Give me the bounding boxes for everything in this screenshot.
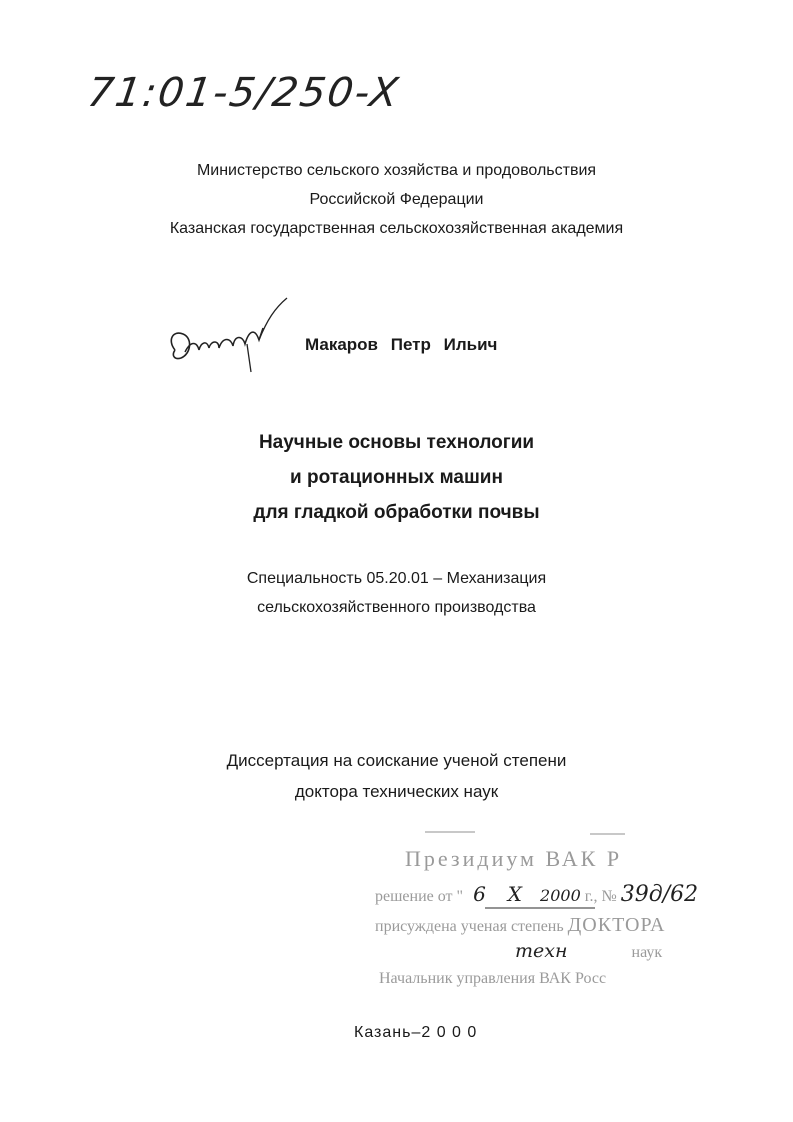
stamp-number-label: г., № <box>584 888 617 905</box>
vak-stamp <box>365 820 745 1000</box>
title-line-3: для гладкой обработки почвы <box>253 502 540 523</box>
dissertation-title <box>0 425 793 530</box>
stamp-month: X <box>507 882 523 906</box>
author-name: Макаров Петр Ильич <box>305 335 498 354</box>
degree-line-1: Диссертация на соискание ученой степени <box>226 751 567 770</box>
ministry-line: Министерство сельского хозяйства и продовольствия <box>196 162 597 179</box>
stamp-day: 6 <box>473 882 486 906</box>
author-signature <box>163 290 288 380</box>
stamp-decision-number: 39д/62 <box>620 882 699 907</box>
degree-block <box>0 745 793 807</box>
stamp-line-4 <box>515 940 662 962</box>
degree-line-2: доктора технических наук <box>294 782 499 801</box>
handwritten-archive-code: 71:01-5/250-X <box>84 70 403 116</box>
stamp-line-3 <box>375 914 666 937</box>
stamp-line-1: Президиум ВАК Р <box>405 846 623 871</box>
academy-line: Казанская государственная сельскохозяйственная академия <box>169 220 624 237</box>
stamp-line-5: Начальник управления ВАК Росс <box>379 970 607 987</box>
stamp-field-suffix: наук <box>631 944 663 961</box>
stamp-decision-prefix: решение от " <box>375 888 464 905</box>
stamp-degree: ДОКТОРА <box>567 914 666 936</box>
stamp-line-2 <box>375 882 698 907</box>
federation-line: Российской Федерации <box>309 191 484 208</box>
place-year: Казань–2 0 0 0 <box>354 1024 478 1041</box>
stamp-field: техн <box>515 940 568 962</box>
specialty-line-1: Специальность 05.20.01 – Механизация <box>246 570 547 587</box>
specialty-line-2: сельскохозяйственного производства <box>257 599 536 616</box>
specialty-block <box>0 564 793 622</box>
title-line-1: Научные основы технологии <box>258 432 535 453</box>
stamp-degree-prefix: присуждена ученая степень <box>375 918 564 935</box>
institution-header <box>0 156 793 243</box>
stamp-year: 2000 <box>540 886 581 905</box>
title-line-2: и ротационных машин <box>290 467 503 488</box>
